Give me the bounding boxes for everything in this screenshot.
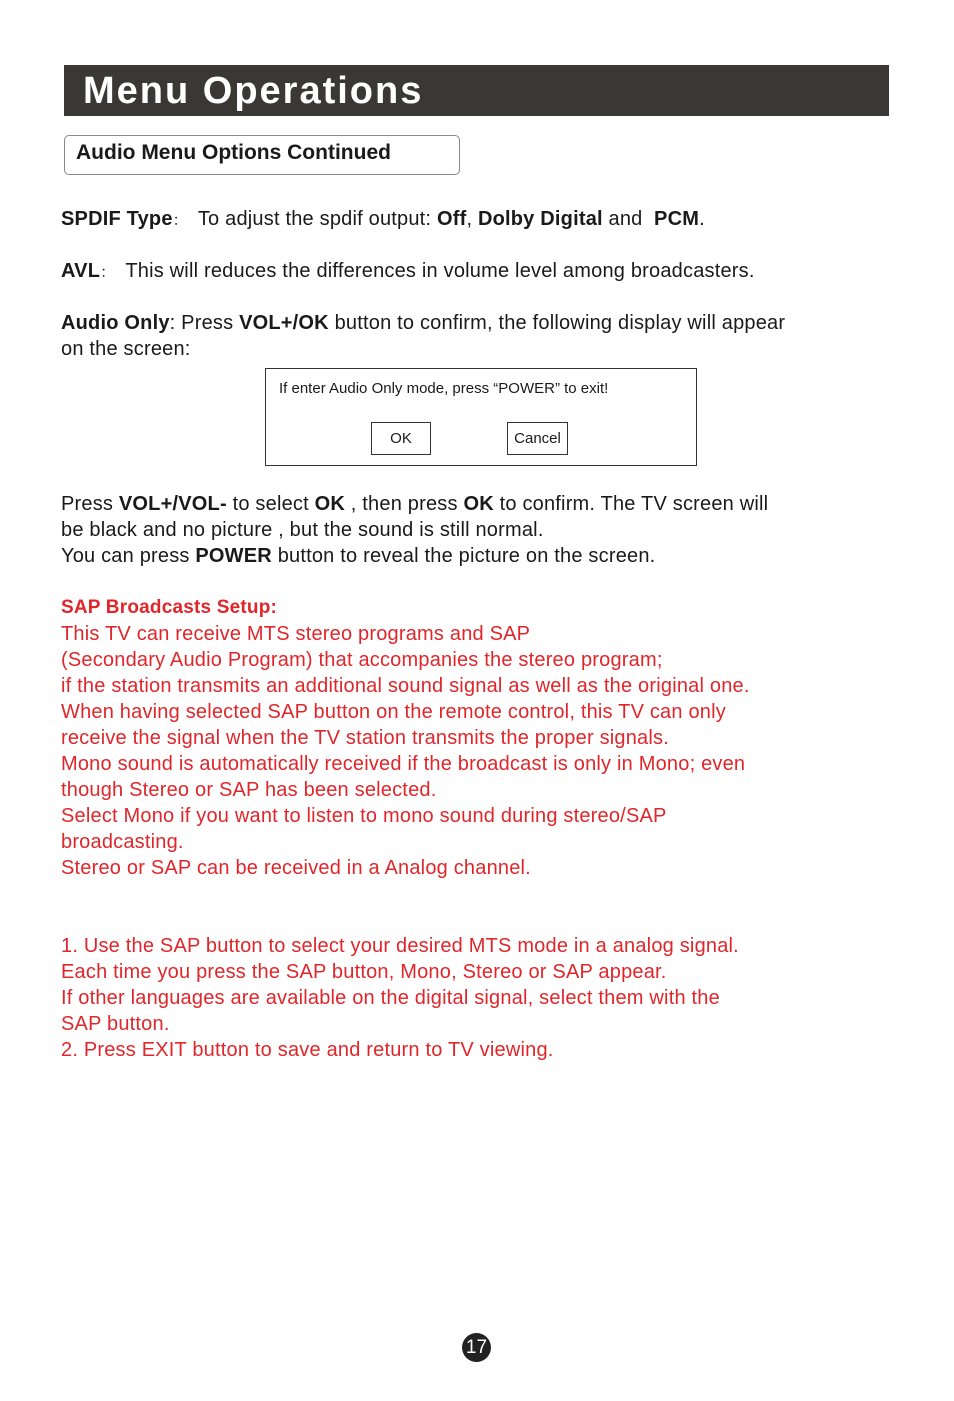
spdif-label: SPDIF Type [61, 208, 173, 230]
sap-step: Each time you press the SAP button, Mono, Stereo or SAP appear. [61, 961, 667, 983]
press-key-ok: OK [314, 493, 346, 515]
press-text: button to reveal the picture on the screen. [271, 545, 656, 567]
press-line-2: be black and no picture , but the sound is still normal. [61, 519, 544, 541]
sap-line: (Secondary Audio Program) that accompanies the stereo program; [61, 649, 663, 671]
sap-step: If other languages are available on the digital signal, select them with the [61, 987, 720, 1009]
sap-line: This TV can receive MTS stereo programs and SAP [61, 623, 531, 645]
sap-line: Select Mono if you want to listen to mono sound during stereo/SAP [61, 805, 667, 827]
subsection-title: Audio Menu Options Continued [76, 141, 391, 164]
spdif-opt-off: Off [436, 208, 467, 230]
audio-only-text1: : Press [169, 312, 240, 334]
page-number: 17 [462, 1333, 491, 1362]
dialog-cancel-button[interactable]: Cancel [507, 422, 568, 455]
press-text: Press [61, 493, 119, 515]
spdif-sep: , [466, 208, 478, 230]
sap-line: When having selected SAP button on the remote control, this TV can only [61, 701, 726, 723]
press-text: , then press [345, 493, 464, 515]
sap-step: 2. Press EXIT button to save and return to TV viewing. [61, 1039, 554, 1061]
press-text: to confirm. The TV screen will [493, 493, 769, 515]
audio-only-text2: button to confirm, the following display will appear [328, 312, 786, 334]
spdif-opt-pcm: PCM [654, 208, 700, 230]
sap-line: broadcasting. [61, 831, 184, 853]
press-key-vol: VOL+/VOL- [118, 493, 227, 515]
spdif-text: To adjust the spdif output: [197, 208, 437, 230]
press-key-power: POWER [195, 545, 272, 567]
press-text: to select [226, 493, 315, 515]
spdif-opt-dolby: Dolby Digital [477, 208, 603, 230]
audio-only-line2: on the screen: [61, 338, 191, 360]
press-line-1 [61, 491, 768, 517]
spdif-colon: ： [172, 212, 188, 229]
sap-line: if the station transmits an additional sound signal as well as the original one. [61, 675, 750, 697]
spdif-and: and [602, 208, 655, 230]
audio-only-label: Audio Only [61, 312, 170, 334]
sap-line: receive the signal when the TV station transmits the proper signals. [61, 727, 669, 749]
spdif-end: . [699, 208, 705, 230]
press-key-ok: OK [463, 493, 494, 515]
audio-only-key: VOL+/OK [239, 312, 329, 334]
avl-line [61, 258, 755, 286]
dialog-ok-button[interactable]: OK [371, 422, 431, 455]
avl-colon: ： [100, 264, 116, 281]
dialog-message: If enter Audio Only mode, press “POWER” to exit! [279, 380, 609, 397]
press-line-3 [61, 543, 655, 569]
spdif-line [61, 206, 705, 234]
sap-step: 1. Use the SAP button to select your desired MTS mode in a analog signal. [61, 935, 739, 957]
sap-line: though Stereo or SAP has been selected. [61, 779, 437, 801]
audio-only-line [61, 310, 785, 336]
page-title: Menu Operations [83, 70, 424, 112]
sap-line: Stereo or SAP can be received in a Analog channel. [61, 857, 531, 879]
sap-step: SAP button. [61, 1013, 170, 1035]
header-bar [64, 65, 889, 116]
sap-line: Mono sound is automatically received if the broadcast is only in Mono; even [61, 753, 746, 775]
press-text: You can press [61, 545, 196, 567]
avl-label: AVL [61, 260, 101, 282]
subsection-box [64, 135, 460, 175]
avl-text: This will reduces the differences in volume level among broadcasters. [125, 260, 755, 282]
audio-only-dialog [265, 368, 697, 466]
sap-heading: SAP Broadcasts Setup: [61, 597, 278, 618]
